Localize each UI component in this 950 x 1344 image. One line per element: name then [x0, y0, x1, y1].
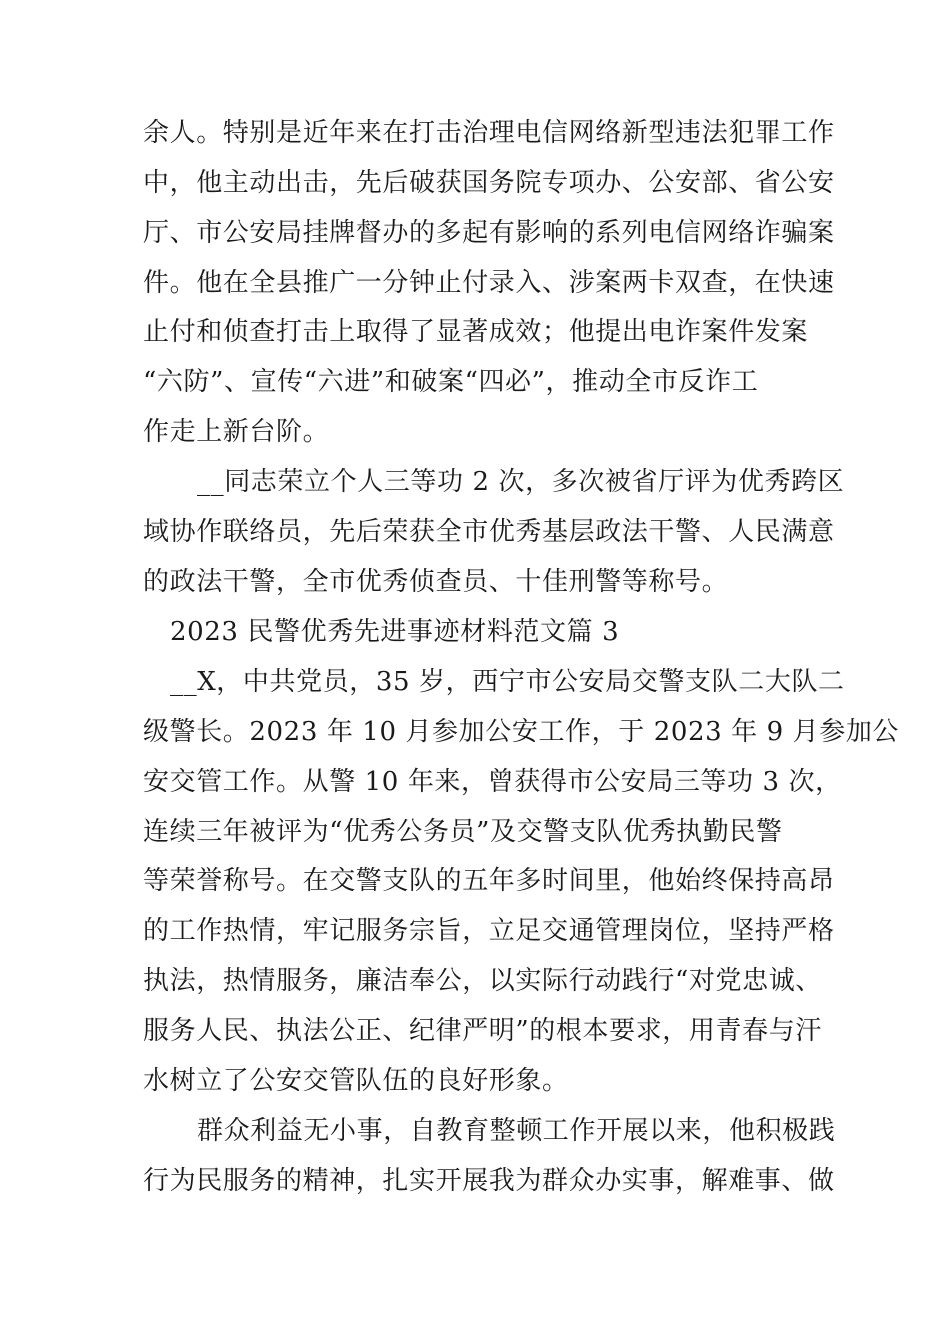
paragraph-first-line: __同志荣立个人三等功 2 次，多次被省厅评为优秀跨区 [197, 467, 845, 497]
section-heading: 2023 民警优秀先进事迹材料范文篇 3 [170, 617, 620, 647]
text-line: 域协作联络员，先后荣获全市优秀基层政法干警、人民满意 [143, 517, 835, 547]
text-line: 件。他在全县推广一分钟止付录入、涉案两卡双查，在快速 [143, 268, 835, 298]
text-line: 余人。特别是近年来在打击治理电信网络新型违法犯罪工作 [143, 118, 835, 148]
text-line: 行为民服务的精神，扎实开展我为群众办实事，解难事、做 [143, 1166, 835, 1196]
text-line: “六防”、宣传“六进”和破案“四必”，推动全市反诈工 [143, 367, 759, 397]
text-line: 的工作热情，牢记服务宗旨，立足交通管理岗位，坚持严格 [143, 916, 835, 946]
text-line: 等荣誉称号。在交警支队的五年多时间里，他始终保持高昂 [143, 866, 835, 896]
text-line: 止付和侦查打击上取得了显著成效；他提出电诈案件发案 [143, 317, 809, 347]
text-line: 执法，热情服务，廉洁奉公，以实际行动践行“对党忠诚、 [143, 966, 822, 996]
text-line: 服务人民、执法公正、纪律严明”的根本要求，用青春与汗 [143, 1016, 822, 1046]
text-line: 厅、市公安局挂牌督办的多起有影响的系列电信网络诈骗案 [143, 218, 835, 248]
text-line: 水树立了公安交管队伍的良好形象。 [143, 1066, 569, 1096]
text-line: 的政法干警，全市优秀侦查员、十佳刑警等称号。 [143, 567, 729, 597]
text-line: 安交管工作。从警 10 年来，曾获得市公安局三等功 3 次， [143, 767, 842, 797]
paragraph-first-line: __X，中共党员，35 岁，西宁市公安局交警支队二大队二 [170, 667, 845, 697]
text-line: 中，他主动出击，先后破获国务院专项办、公安部、省公安 [143, 168, 835, 198]
text-line: 连续三年被评为“优秀公务员”及交警支队优秀执勤民警 [143, 817, 783, 847]
text-line: 作走上新台阶。 [143, 417, 330, 447]
text-line: 级警长。2023 年 10 月参加公安工作，于 2023 年 9 月参加公 [143, 717, 900, 747]
paragraph-first-line: 群众利益无小事，自教育整顿工作开展以来，他积极践 [197, 1116, 836, 1146]
